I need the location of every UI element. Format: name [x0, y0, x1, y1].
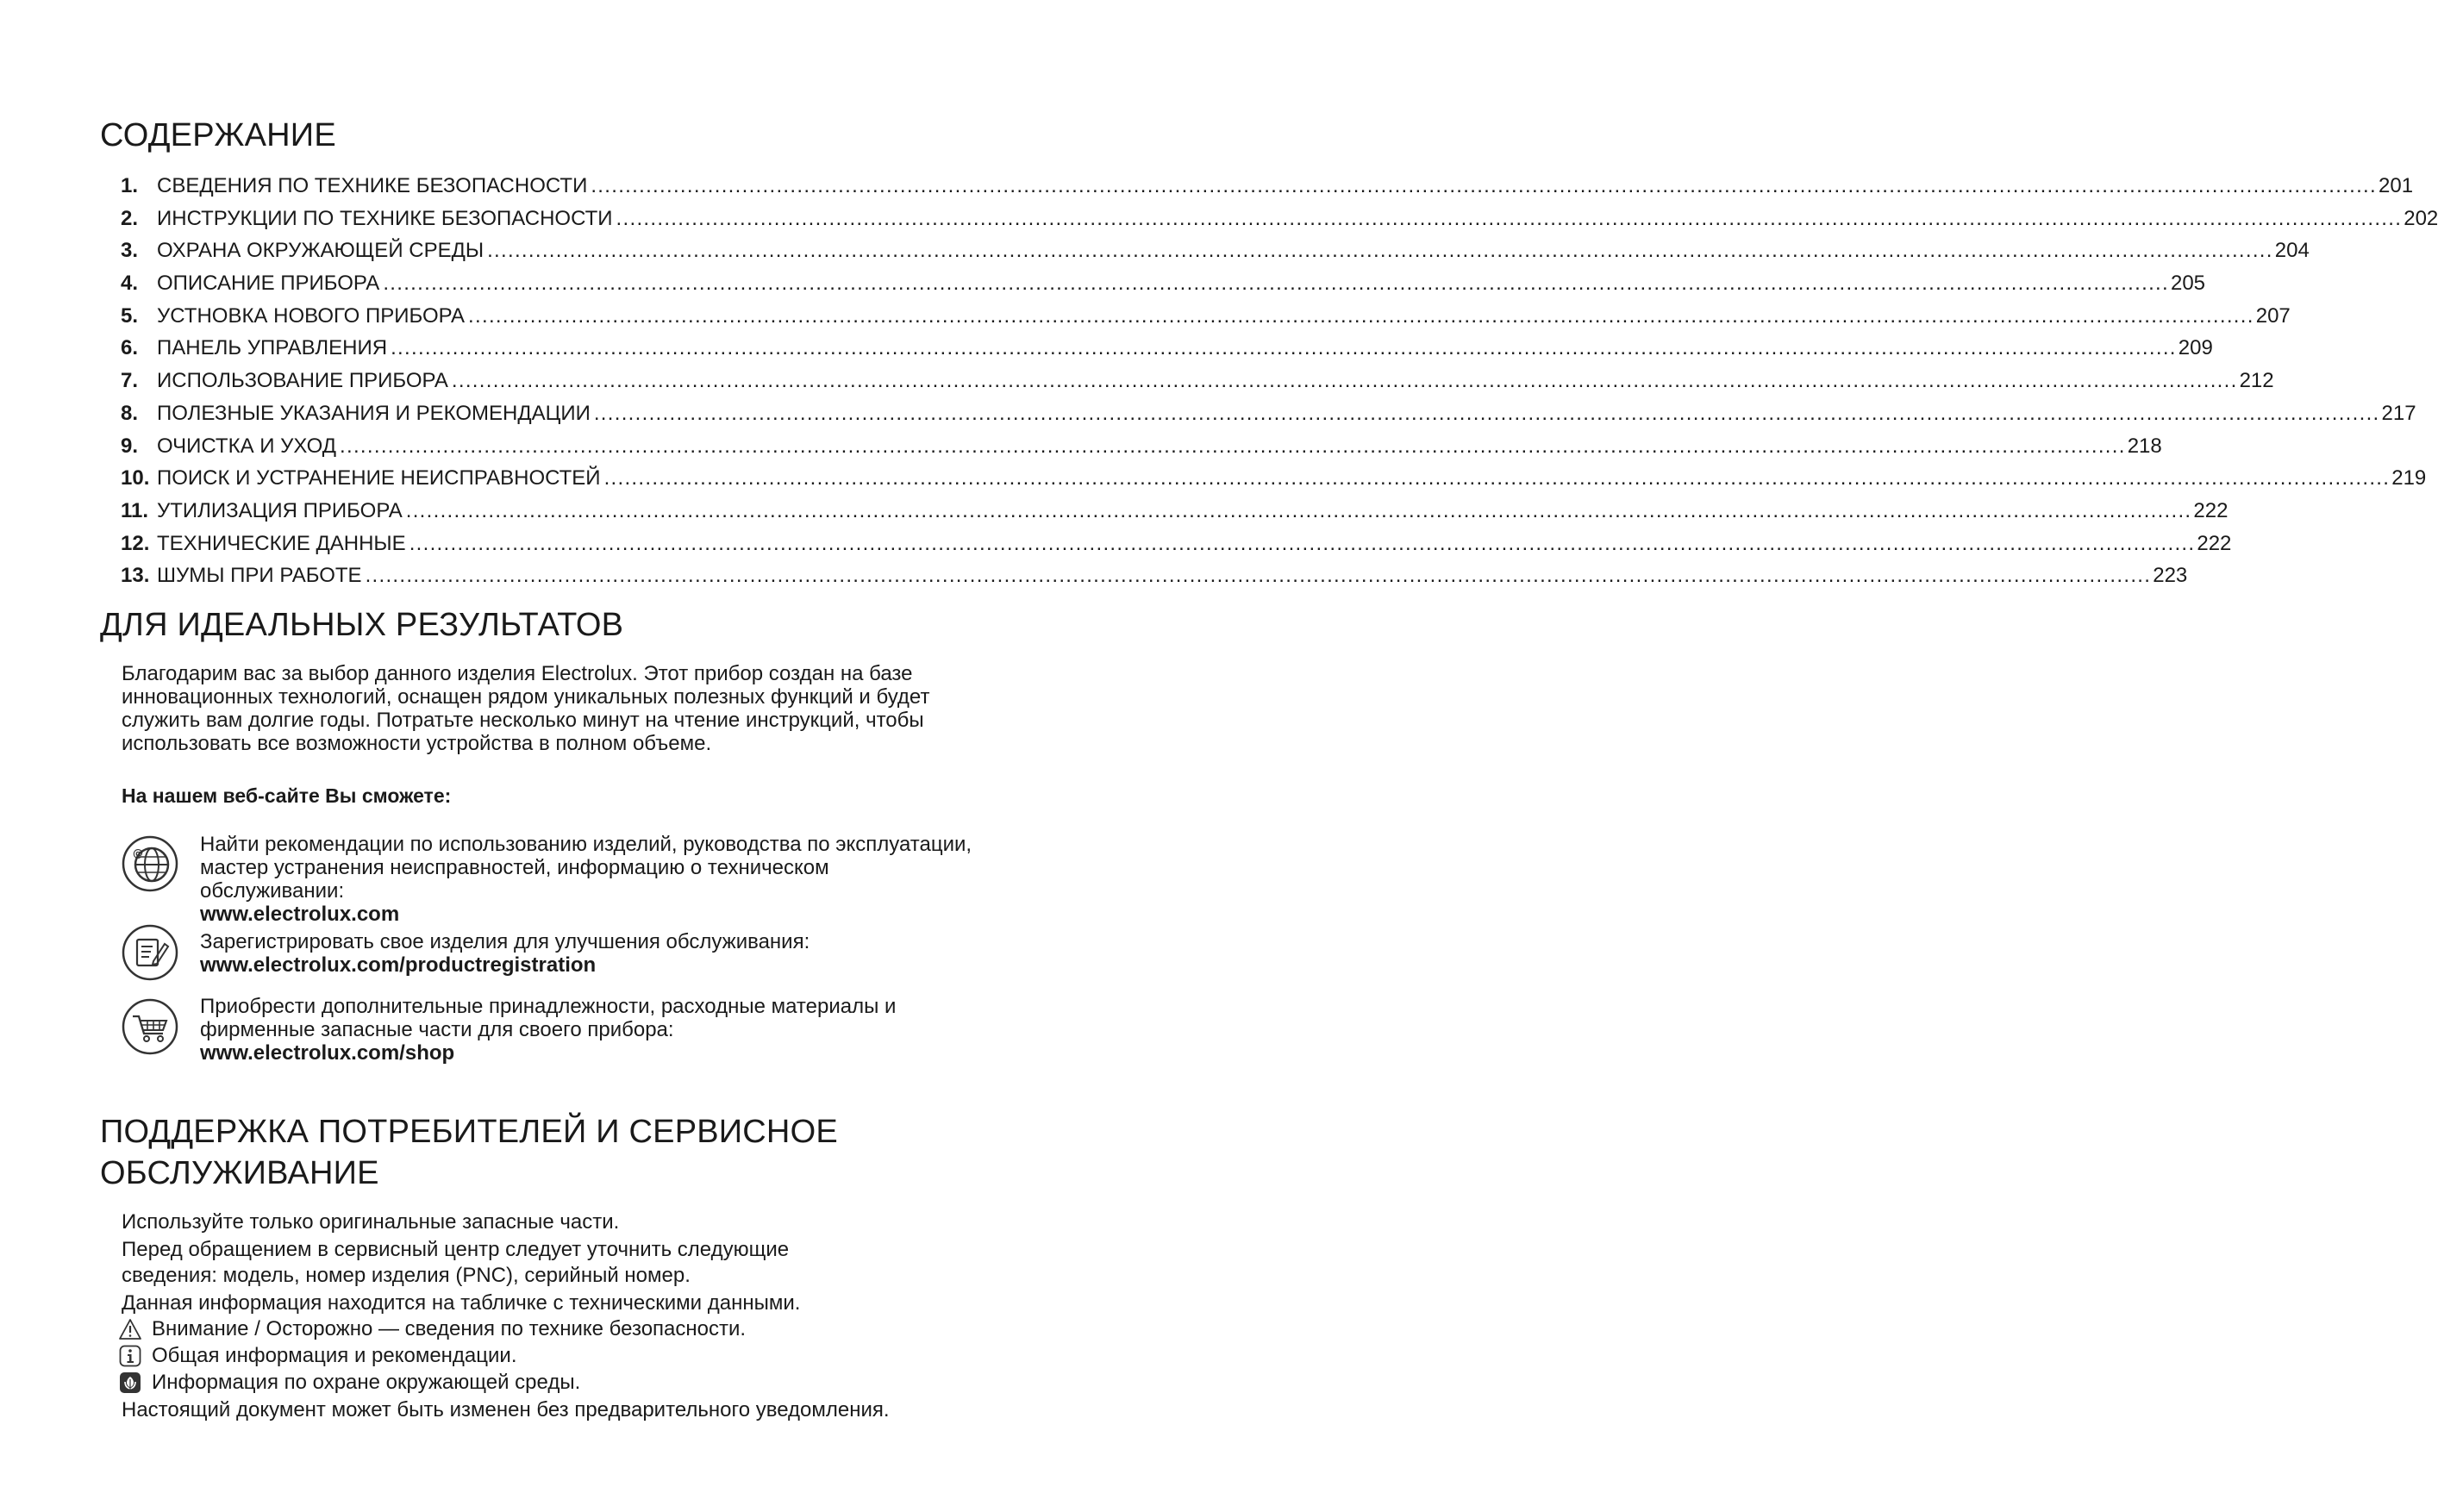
- toc-entry[interactable]: [121, 559, 2188, 592]
- toc-title: ИНСТРУКЦИИ ПО ТЕХНИКЕ БЕЗОПАСНОСТИ: [157, 206, 613, 230]
- toc-page-number: 222: [2197, 531, 2232, 555]
- toc-page-number: 218: [2127, 434, 2162, 458]
- intro-paragraph: [122, 662, 975, 755]
- toc-entry[interactable]: [121, 332, 2213, 365]
- website-item-line: фирменные запасные части для своего прибора:: [200, 1018, 674, 1041]
- legend-text: Внимание / Осторожно — сведения по технике безопасности.: [152, 1317, 747, 1340]
- website-item-line: мастер устранения неисправностей, информацию о техническом обслуживании:: [200, 856, 829, 903]
- toc-leader-dots: ....................................................................................................................................................................................................................................................................: [451, 369, 2238, 393]
- toc-entry[interactable]: [121, 300, 2291, 333]
- toc-title: ПОИСК И УСТРАНЕНИЕ НЕИСПРАВНОСТЕЙ: [157, 466, 601, 490]
- toc-entry[interactable]: [121, 430, 2162, 463]
- toc-title: УТИЛИЗАЦИЯ ПРИБОРА: [157, 498, 403, 522]
- legend-warning: [119, 1316, 746, 1342]
- website-item-line: Найти рекомендации по использованию изделий, руководства по эксплуатации,: [200, 833, 972, 856]
- intro-line: Благодарим вас за выбор данного изделия Electrolux. Этот прибор создан на базе: [122, 662, 913, 685]
- toc-entry[interactable]: [121, 397, 2416, 430]
- toc-entry[interactable]: [121, 203, 2438, 235]
- toc-leader-dots: ....................................................................................................................................................................................................................................................................: [468, 303, 2254, 328]
- environment-icon: [119, 1371, 141, 1394]
- toc-entry[interactable]: [121, 267, 2206, 300]
- toc-page-number: 222: [2193, 498, 2229, 522]
- website-item-line: Зарегистрировать свое изделия для улучшения обслуживания:: [200, 930, 810, 953]
- toc-leader-dots: ....................................................................................................................................................................................................................................................................: [591, 174, 2377, 197]
- legend-text: Информация по охране окружающей среды.: [152, 1371, 581, 1394]
- electrolux-link[interactable]: www.electrolux.com: [200, 903, 400, 926]
- toc-page-number: 209: [2178, 336, 2213, 360]
- toc-page-number: 217: [2381, 401, 2416, 425]
- support-text: Данная информация находится на табличке с техническими данными.: [122, 1291, 801, 1315]
- website-item-text: [200, 930, 976, 977]
- toc-leader-dots: ....................................................................................................................................................................................................................................................................: [487, 239, 2273, 263]
- shopping-cart-icon: [121, 997, 179, 1056]
- toc-leader-dots: ....................................................................................................................................................................................................................................................................: [616, 206, 2403, 230]
- toc-number: 13.: [121, 564, 150, 588]
- toc-number: 2.: [121, 206, 139, 230]
- toc-page-number: 204: [2274, 239, 2310, 263]
- toc-number: 11.: [121, 498, 149, 522]
- support-heading-line2: ОБСЛУЖИВАНИЕ: [100, 1155, 379, 1191]
- toc-page-number: 212: [2239, 369, 2274, 393]
- website-item-line: Приобрести дополнительные принадлежности, расходные материалы и: [200, 995, 897, 1018]
- toc-title: УСТНОВКА НОВОГО ПРИБОРА: [157, 303, 466, 328]
- toc-leader-dots: ....................................................................................................................................................................................................................................................................: [340, 434, 2126, 458]
- toc-leader-dots: ....................................................................................................................................................................................................................................................................: [391, 336, 2177, 360]
- warning-icon: [119, 1318, 141, 1340]
- support-heading-line1: ПОДДЕРЖКА ПОТРЕБИТЕЛЕЙ И СЕРВИСНОЕ: [100, 1114, 838, 1150]
- toc-number: 10.: [121, 466, 150, 490]
- toc-entry[interactable]: [121, 365, 2274, 397]
- toc-page-number: 205: [2170, 272, 2206, 296]
- toc-title: ОХРАНА ОКРУЖАЮЩЕЙ СРЕДЫ: [157, 239, 484, 263]
- product-registration-link[interactable]: www.electrolux.com/productregistration: [200, 953, 597, 977]
- toc-page-number: 219: [2391, 466, 2427, 490]
- intro-line: использовать все возможности устройства в полном объеме.: [122, 732, 712, 755]
- toc-number: 7.: [121, 369, 139, 393]
- toc-title: ШУМЫ ПРИ РАБОТЕ: [157, 564, 362, 588]
- toc-title: ОПИСАНИЕ ПРИБОРА: [157, 272, 380, 296]
- intro-line: инновационных технологий, оснащен рядом уникальных полезных функций и будет: [122, 685, 930, 709]
- toc-number: 1.: [121, 174, 139, 197]
- toc-entry[interactable]: [121, 234, 2310, 267]
- toc-leader-dots: ....................................................................................................................................................................................................................................................................: [409, 531, 2196, 555]
- toc-leader-dots: ....................................................................................................................................................................................................................................................................: [405, 498, 2192, 522]
- toc-number: 12.: [121, 531, 150, 555]
- registration-icon: [121, 923, 179, 982]
- contents-heading: СОДЕРЖАНИЕ: [100, 117, 336, 153]
- toc-entry[interactable]: [121, 462, 2427, 495]
- toc-number: 6.: [121, 336, 139, 360]
- toc-leader-dots: ....................................................................................................................................................................................................................................................................: [593, 401, 2380, 425]
- intro-line: служить вам долгие годы. Потратьте несколько минут на чтение инструкций, чтобы: [122, 709, 924, 732]
- toc-page-number: 223: [2153, 564, 2188, 588]
- website-item-support: [121, 833, 983, 926]
- results-heading: ДЛЯ ИДЕАЛЬНЫХ РЕЗУЛЬТАТОВ: [100, 607, 624, 643]
- disclaimer-text: Настоящий документ может быть изменен без предварительного уведомления.: [122, 1398, 890, 1421]
- toc-entry[interactable]: [121, 528, 2232, 560]
- toc-number: 5.: [121, 303, 139, 328]
- toc-title: ПАНЕЛЬ УПРАВЛЕНИЯ: [157, 336, 388, 360]
- toc-title: ТЕХНИЧЕСКИЕ ДАННЫЕ: [157, 531, 406, 555]
- toc-page-number: 207: [2255, 303, 2291, 328]
- website-item-text: [200, 833, 976, 926]
- toc-number: 3.: [121, 239, 139, 263]
- support-text: сведения: модель, номер изделия (PNC), серийный номер.: [122, 1264, 691, 1287]
- toc-page-number: 202: [2404, 206, 2438, 230]
- toc-number: 4.: [121, 272, 139, 296]
- toc-number: 9.: [121, 434, 139, 458]
- website-item-shop: [121, 997, 983, 1075]
- table-of-contents: [121, 170, 2438, 592]
- toc-page-number: 201: [2379, 174, 2414, 197]
- legend-text: Общая информация и рекомендации.: [152, 1344, 517, 1367]
- globe-icon: [121, 834, 179, 893]
- website-heading: На нашем веб-сайте Вы сможете:: [122, 784, 452, 807]
- toc-entry[interactable]: [121, 495, 2229, 528]
- toc-leader-dots: ....................................................................................................................................................................................................................................................................: [365, 564, 2152, 588]
- toc-title: ОЧИСТКА И УХОД: [157, 434, 337, 458]
- website-item-text: [200, 995, 976, 1065]
- support-text: Используйте только оригинальные запасные части.: [122, 1210, 620, 1234]
- svg-text:@: @: [133, 847, 143, 859]
- legend-info: [119, 1343, 517, 1369]
- info-icon: [119, 1345, 141, 1367]
- toc-entry[interactable]: [121, 170, 2414, 203]
- support-text: Перед обращением в сервисный центр следует уточнить следующие: [122, 1238, 790, 1261]
- toc-leader-dots: ....................................................................................................................................................................................................................................................................: [383, 272, 2169, 296]
- toc-title: ПОЛЕЗНЫЕ УКАЗАНИЯ И РЕКОМЕНДАЦИИ: [157, 401, 591, 425]
- toc-title: ИСПОЛЬЗОВАНИЕ ПРИБОРА: [157, 369, 448, 393]
- toc-title: СВЕДЕНИЯ ПО ТЕХНИКЕ БЕЗОПАСНОСТИ: [157, 174, 588, 197]
- shop-link[interactable]: www.electrolux.com/shop: [200, 1041, 455, 1065]
- toc-leader-dots: ....................................................................................................................................................................................................................................................................: [603, 466, 2391, 490]
- toc-number: 8.: [121, 401, 139, 425]
- website-item-registration: [121, 923, 983, 984]
- legend-environment: [119, 1370, 580, 1396]
